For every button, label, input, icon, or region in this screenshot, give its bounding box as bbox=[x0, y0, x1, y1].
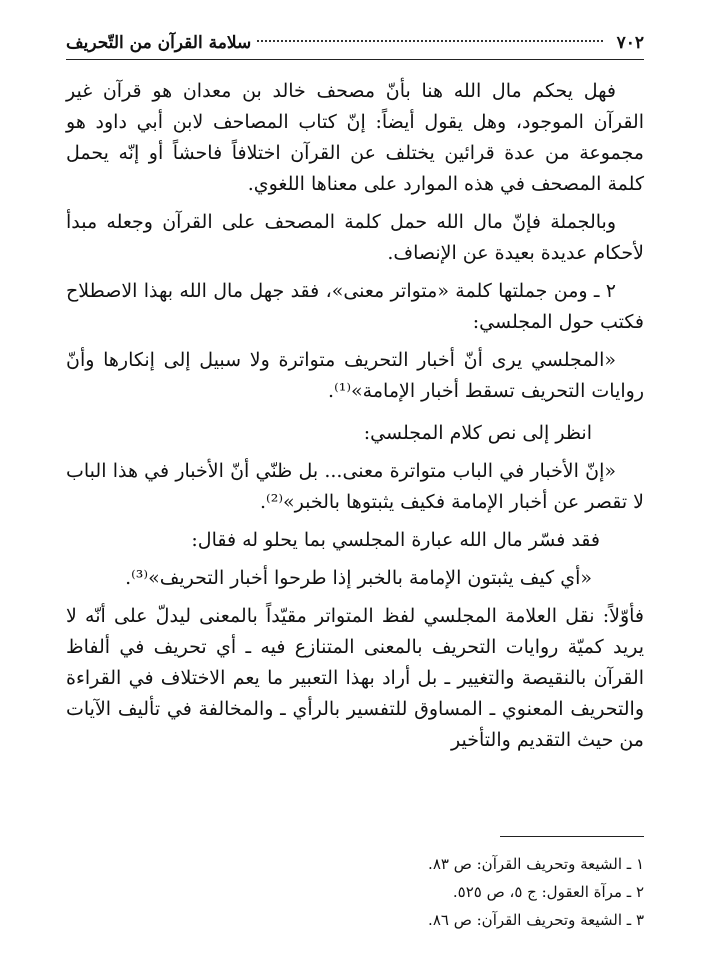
footnote-separator bbox=[500, 836, 644, 837]
header-dot-leader bbox=[257, 40, 602, 42]
footnote-3: ٣ ـ الشيعة وتحريف القرآن: ص ٨٦. bbox=[428, 911, 644, 929]
quote-3: «أي كيف يثبتون الإمامة بالخبر إذا طرحوا أخبار التحريف»⁽³⁾. bbox=[125, 567, 592, 589]
quote-2: «إنّ الأخبار في الباب متواترة معنى... بل ظنّي أنّ الأخبار في هذا الباب لا تقصر عن أخبار الإمامة فكيف يثبتوها بالخبر»⁽²⁾. bbox=[66, 460, 644, 513]
footnote-1: ١ ـ الشيعة وتحريف القرآن: ص ٨٣. bbox=[428, 855, 644, 873]
paragraph-5: فقد فسّر مال الله عبارة المجلسي بما يحلو له فقال: bbox=[191, 529, 600, 551]
quote-1: «المجلسي يرى أنّ أخبار التحريف متواترة ولا سبيل إلى إنكارها وأنّ روايات التحريف تسقط أخبار الإمامة»⁽¹⁾. bbox=[66, 349, 644, 402]
main-text bbox=[66, 76, 644, 756]
header-rule bbox=[66, 59, 644, 60]
running-header bbox=[66, 30, 644, 56]
running-title: سلامة القرآن من التّحريف bbox=[66, 33, 252, 53]
paragraph-2: وبالجملة فإنّ مال الله حمل كلمة المصحف على القرآن وجعله مبدأ لأحكام عديدة بعيدة عن الإنصاف. bbox=[66, 211, 644, 264]
paragraph-4: انظر إلى نص كلام المجلسي: bbox=[363, 422, 592, 444]
footnotes bbox=[66, 850, 644, 934]
paragraph-3: ٢ ـ ومن جملتها كلمة «متواتر معنى»، فقد جهل مال الله بهذا الاصطلاح فكتب حول المجلسي: bbox=[66, 280, 644, 333]
page-number: ٧٠٢ bbox=[616, 33, 644, 53]
paragraph-6: فأوّلاً: نقل العلامة المجلسي لفظ المتواتر مقيّداً بالمعنى ليدلّ على أنّه لا يريد كميّة روايات التحريف بالمعنى المتنازع فيه ـ أي تحريف في ألفاظ القرآن بالنقيصة والتغيير ـ بل أراد بهذا التعبير ما يعم الاختلاف في القراءة والتحريف المعنوي ـ المساوق للتفسير بالرأي ـ والمخالفة في تأليف الآيات من حيث التقديم والتأخير bbox=[66, 605, 644, 751]
footnote-2: ٢ ـ مرآة العقول: ج ٥، ص ٥٢٥. bbox=[452, 883, 644, 901]
paragraph-1: فهل يحكم مال الله هنا بأنّ مصحف خالد بن معدان هو قرآن غير القرآن الموجود، وهل يقول أيضاً: إنّ كتاب المصاحف لابن أبي داود هو مجموعة من عدة قرائين يختلف عن القرآن اختلافاً فاحشاً أو إنّه يحمل كلمة المصحف في هذه الموارد على معناها اللغوي. bbox=[66, 80, 644, 195]
